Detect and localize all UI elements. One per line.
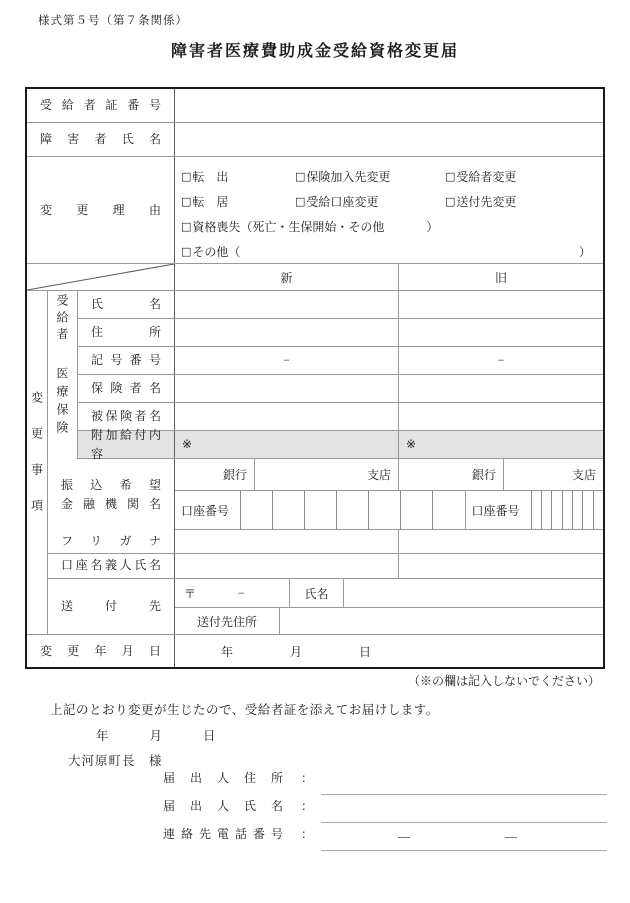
change-reason-row (27, 157, 603, 264)
insurer-field-new[interactable] (175, 375, 399, 402)
section-label-change-items: 変更事項 (29, 390, 44, 535)
section-label-cell (27, 291, 48, 634)
account-digit-cell[interactable] (582, 491, 592, 529)
account-digit-cell[interactable] (572, 491, 582, 529)
declarant-name-field[interactable] (321, 802, 607, 823)
account-digit-cell[interactable] (336, 491, 368, 529)
furigana-row (48, 530, 603, 554)
account-holder-field-new[interactable] (175, 554, 399, 578)
benefit-field-new: ※ (175, 431, 399, 458)
address-row (78, 319, 603, 347)
checkbox-icon[interactable]: □ (181, 245, 192, 258)
change-date-field[interactable] (175, 635, 603, 667)
checkbox-icon[interactable]: □ (445, 170, 456, 183)
colon: ： (301, 771, 314, 785)
new-column-header: 新 (175, 264, 399, 290)
day-label: 日 (203, 729, 216, 743)
asterisk-note: （※の欄は記入しないでください） (407, 674, 600, 688)
bank-name-field-old[interactable] (399, 459, 504, 490)
declaration-statement: 上記のとおり変更が生じたので、受給者証を添えてお届けします。 (50, 703, 439, 717)
contact-phone-label: 連絡先電話番号 (163, 827, 283, 841)
addressee-mayor: 大河原町長 様 (68, 754, 163, 768)
phone-dash: — (398, 829, 411, 843)
checkbox-icon[interactable]: □ (295, 170, 306, 183)
change-reason-options (175, 157, 603, 263)
disabled-name-label: 障害者氏名 (40, 132, 161, 146)
benefit-row (78, 427, 603, 461)
declarant-name-label: 届出人氏名 (163, 799, 283, 813)
postal-mark: 〒 (184, 586, 197, 601)
declarant-address-row (163, 771, 607, 795)
reason-moving-out-label: 転 出 (192, 170, 229, 184)
account-number-label-new: 口座番号 (181, 503, 230, 518)
address-label-cell (78, 319, 175, 346)
furigana-label: フリガナ (61, 533, 161, 548)
change-date-label-cell (27, 635, 175, 667)
mail-address-label: 送付先住所 (175, 608, 280, 634)
bank-suffix-label: 銀行 (222, 468, 247, 482)
reason-disqualification-label: 資格喪失（死亡・生保開始・その他 (192, 220, 385, 234)
change-reason-label: 変更理由 (40, 202, 161, 217)
address-field-old[interactable] (399, 319, 603, 346)
insured-field-new[interactable] (175, 403, 399, 430)
furigana-label-cell (48, 530, 175, 553)
insurer-row (78, 375, 603, 403)
account-digit-cell[interactable] (531, 491, 541, 529)
phone-dash-group (321, 829, 517, 844)
insured-label: 被保険者名 (91, 409, 161, 423)
account-digit-cell[interactable] (272, 491, 304, 529)
name-label-cell (78, 291, 175, 318)
insurance-group (48, 347, 603, 459)
group-label-recipient: 受給者 (55, 293, 69, 345)
symbol-number-row (78, 347, 603, 375)
insured-field-old[interactable] (399, 403, 603, 430)
checkbox-icon[interactable]: □ (181, 220, 192, 233)
name-label: 氏名 (91, 297, 161, 311)
account-digit-cell[interactable] (551, 491, 561, 529)
account-digit-cell[interactable] (541, 491, 551, 529)
account-digits-old (531, 491, 604, 529)
address-label: 住所 (91, 325, 161, 339)
recipient-cert-row (27, 89, 603, 123)
account-digit-cell[interactable] (240, 491, 272, 529)
insurance-group-label-cell (48, 347, 78, 459)
colon: ： (301, 827, 314, 841)
postal-code-field[interactable] (175, 579, 290, 607)
old-column-header: 旧 (494, 270, 507, 285)
submission-date-line (96, 726, 216, 744)
account-holder-label: 口座名義人氏名 (61, 558, 161, 573)
reason-insurer-change[interactable] (295, 168, 445, 185)
reason-account-change[interactable] (295, 193, 445, 210)
insurer-label-cell (78, 375, 175, 402)
year-label: 年 (221, 644, 234, 659)
account-number-row (175, 491, 603, 530)
mailing-group (48, 579, 603, 634)
disabled-name-field[interactable] (175, 123, 603, 156)
change-items-section (27, 291, 603, 635)
reason-moving-residence-label: 転 居 (192, 195, 229, 209)
bank-branch-row (175, 459, 603, 491)
main-form-table (25, 87, 605, 669)
checkbox-icon[interactable]: □ (181, 195, 192, 208)
mailing-label: 送付先 (61, 599, 161, 613)
account-digits-new (240, 491, 465, 529)
account-holder-label-cell (48, 554, 175, 578)
reason-other[interactable] (181, 243, 240, 260)
reason-line-4 (175, 239, 603, 264)
change-reason-label-cell (27, 157, 175, 263)
reason-mailing-change[interactable] (445, 193, 516, 210)
declarant-name-row (163, 799, 607, 823)
form-title: 障害者医療費助成金受給資格変更届 (170, 43, 459, 60)
mailing-postal-name-row (175, 579, 603, 608)
symbol-number-field-new[interactable]: − (175, 347, 399, 374)
insurer-label: 保険者名 (91, 381, 161, 395)
symbol-number-label: 記号番号 (91, 353, 161, 367)
section-body (48, 291, 603, 634)
insurer-field-old[interactable] (399, 375, 603, 402)
bank-label-line2: 金融機関名 (61, 496, 161, 511)
mailing-address-row (175, 608, 603, 634)
declarant-address-label: 届出人住所 (163, 771, 283, 785)
symbol-number-field-old[interactable]: − (497, 353, 505, 367)
furigana-field-old[interactable] (399, 530, 603, 553)
bank-label-line1: 振込希望 (61, 477, 161, 492)
mail-address-field[interactable] (280, 608, 603, 634)
year-label: 年 (96, 729, 109, 743)
declarant-fields (163, 771, 607, 858)
change-date-label: 変更年月日 (40, 643, 161, 658)
account-digit-cell[interactable] (368, 491, 400, 529)
postal-dash: − (238, 585, 245, 600)
name-field-new[interactable] (175, 291, 399, 318)
close-paren: ） (578, 245, 591, 259)
benefit-label: 附加給付内容 (91, 427, 161, 461)
name-field-old[interactable] (399, 291, 603, 318)
form-number: 様式第５号（第７条関係） (38, 15, 188, 27)
account-digit-cell[interactable] (432, 491, 464, 529)
recipient-cert-label-cell (27, 89, 175, 122)
reason-line-3 (175, 214, 603, 239)
colon: ： (301, 799, 314, 813)
checkbox-icon[interactable]: □ (181, 170, 192, 183)
reason-line-1 (175, 164, 603, 189)
new-old-header-row (27, 264, 603, 291)
reason-other-label: その他（ (192, 245, 241, 259)
declarant-address-field[interactable] (321, 774, 607, 795)
account-digit-cell[interactable] (400, 491, 432, 529)
bank-label-cell (48, 459, 175, 530)
account-number-label-old: 口座番号 (465, 491, 531, 529)
reason-recipient-change-label: 受給者変更 (456, 170, 517, 184)
checkbox-icon[interactable]: □ (445, 195, 456, 208)
contact-phone-row (163, 827, 607, 851)
reason-insurer-change-label: 保険加入先変更 (306, 170, 391, 184)
checkbox-icon[interactable]: □ (295, 195, 306, 208)
change-date-row (27, 635, 603, 667)
benefit-label-cell (78, 427, 175, 461)
disabled-name-label-cell (27, 123, 175, 156)
month-label: 月 (290, 644, 303, 659)
bank-group (48, 459, 603, 530)
branch-field-old[interactable] (504, 459, 603, 490)
reason-disqualification[interactable] (181, 218, 384, 235)
month-label: 月 (149, 729, 163, 743)
recipient-cert-field[interactable] (175, 89, 603, 122)
bank-suffix-label: 銀行 (471, 468, 496, 482)
mail-name-field[interactable] (344, 579, 603, 607)
branch-suffix-label: 支店 (571, 468, 596, 482)
account-holder-row (48, 554, 603, 579)
address-field-new[interactable] (175, 319, 399, 346)
furigana-field-new[interactable] (175, 530, 399, 553)
reason-mailing-change-label: 送付先変更 (456, 195, 517, 209)
diagonal-cell (27, 264, 175, 290)
group-label-insurance: 医療保険 (55, 367, 69, 439)
reason-recipient-change[interactable] (445, 168, 516, 185)
name-row (78, 291, 603, 319)
reason-account-change-label: 受給口座変更 (306, 195, 379, 209)
contact-phone-field[interactable] (321, 830, 607, 851)
account-digit-cell[interactable] (593, 491, 603, 529)
close-paren: ） (426, 220, 439, 234)
recipient-cert-label: 受給者証番号 (40, 98, 161, 112)
account-holder-field-old[interactable] (399, 554, 603, 578)
branch-suffix-label: 支店 (366, 468, 391, 482)
bank-name-field-new[interactable] (175, 459, 255, 490)
day-label: 日 (359, 644, 372, 659)
reason-line-2 (175, 189, 603, 214)
account-digit-cell[interactable] (562, 491, 572, 529)
reason-moving-residence[interactable] (181, 193, 295, 210)
mail-name-label: 氏名 (290, 579, 344, 607)
account-digit-cell[interactable] (304, 491, 336, 529)
diagonal-line (27, 264, 174, 290)
recipient-group-label-cell (48, 291, 78, 347)
phone-dash: — (505, 829, 518, 843)
mailing-label-cell (48, 579, 175, 634)
branch-field-new[interactable] (255, 459, 399, 490)
symbol-number-label-cell (78, 347, 175, 374)
reason-moving-out[interactable] (181, 168, 295, 185)
disabled-name-row (27, 123, 603, 157)
benefit-field-old: ※ (399, 431, 603, 458)
recipient-group (48, 291, 603, 347)
